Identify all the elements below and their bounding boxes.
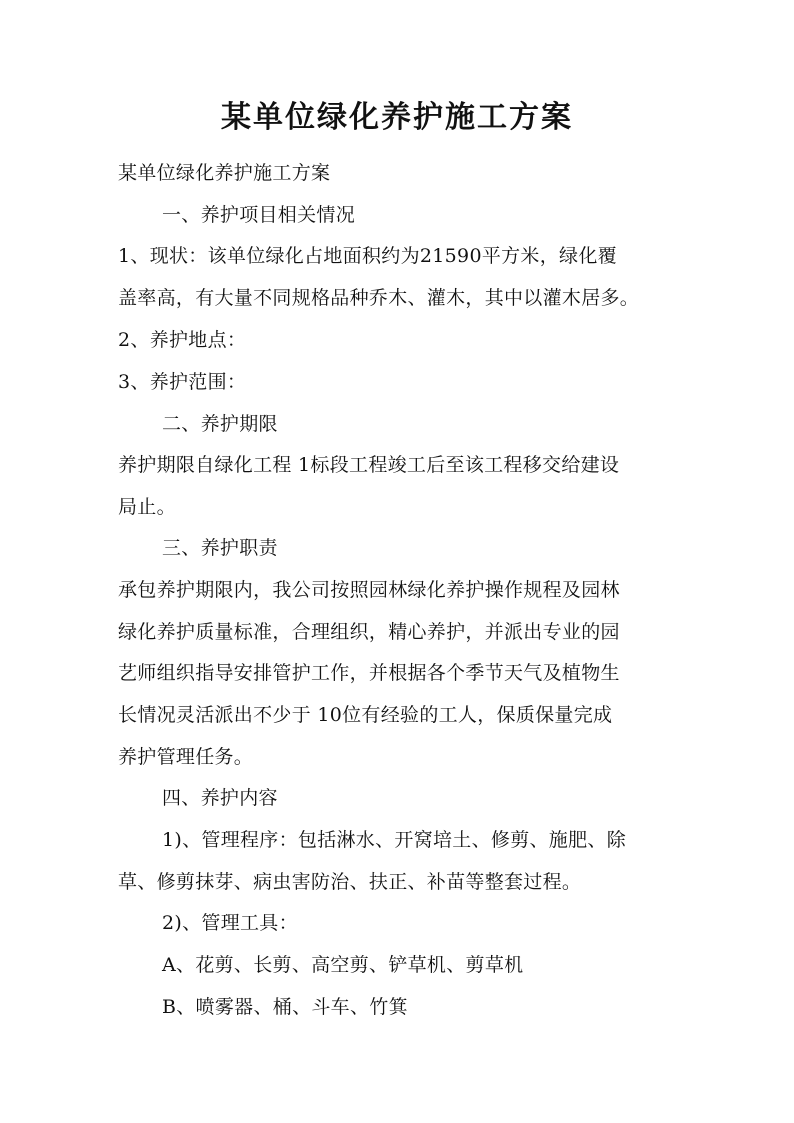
list-item: B、喷雾器、桶、斗车、竹箕 xyxy=(162,996,408,1018)
list-item: 3、养护范围： xyxy=(118,371,247,393)
paragraph-line: 绿化养护质量标准，合理组织，精心养护，并派出专业的园 xyxy=(118,621,620,643)
paragraph-line: 局止。 xyxy=(118,496,176,518)
paragraph-line: 盖率高，有大量不同规格品种乔木、灌木，其中以灌木居多。 xyxy=(118,287,640,309)
paragraph-line: 养护期限自绿化工程 1标段工程竣工后至该工程移交给建设 xyxy=(118,454,620,476)
paragraph-line: 长情况灵活派出不少于 10位有经验的工人，保质保量完成 xyxy=(118,704,613,726)
list-item: A、花剪、长剪、高空剪、铲草机、剪草机 xyxy=(162,954,524,976)
document-subtitle: 某单位绿化养护施工方案 xyxy=(118,162,331,184)
list-item: 1)、管理程序：包括淋水、开窝培土、修剪、施肥、除 xyxy=(162,829,627,851)
section-heading-3: 三、养护职责 xyxy=(162,537,278,559)
paragraph-line: 艺师组织指导安排管护工作，并根据各个季节天气及植物生 xyxy=(118,662,620,684)
paragraph-line: 草、修剪抹芽、病虫害防治、扶正、补苗等整套过程。 xyxy=(118,871,582,893)
section-heading-4: 四、养护内容 xyxy=(162,787,278,809)
list-item: 2、养护地点： xyxy=(118,329,247,351)
section-heading-2: 二、养护期限 xyxy=(162,413,278,435)
document-title: 某单位绿化养护施工方案 xyxy=(221,100,573,135)
paragraph-line: 1、现状：该单位绿化占地面积约为21590平方米，绿化覆 xyxy=(118,245,617,267)
list-item: 2)、管理工具： xyxy=(162,912,298,934)
paragraph-line: 承包养护期限内，我公司按照园林绿化养护操作规程及园林 xyxy=(118,579,620,601)
section-heading-1: 一、养护项目相关情况 xyxy=(162,204,356,226)
paragraph-line: 养护管理任务。 xyxy=(118,746,254,768)
